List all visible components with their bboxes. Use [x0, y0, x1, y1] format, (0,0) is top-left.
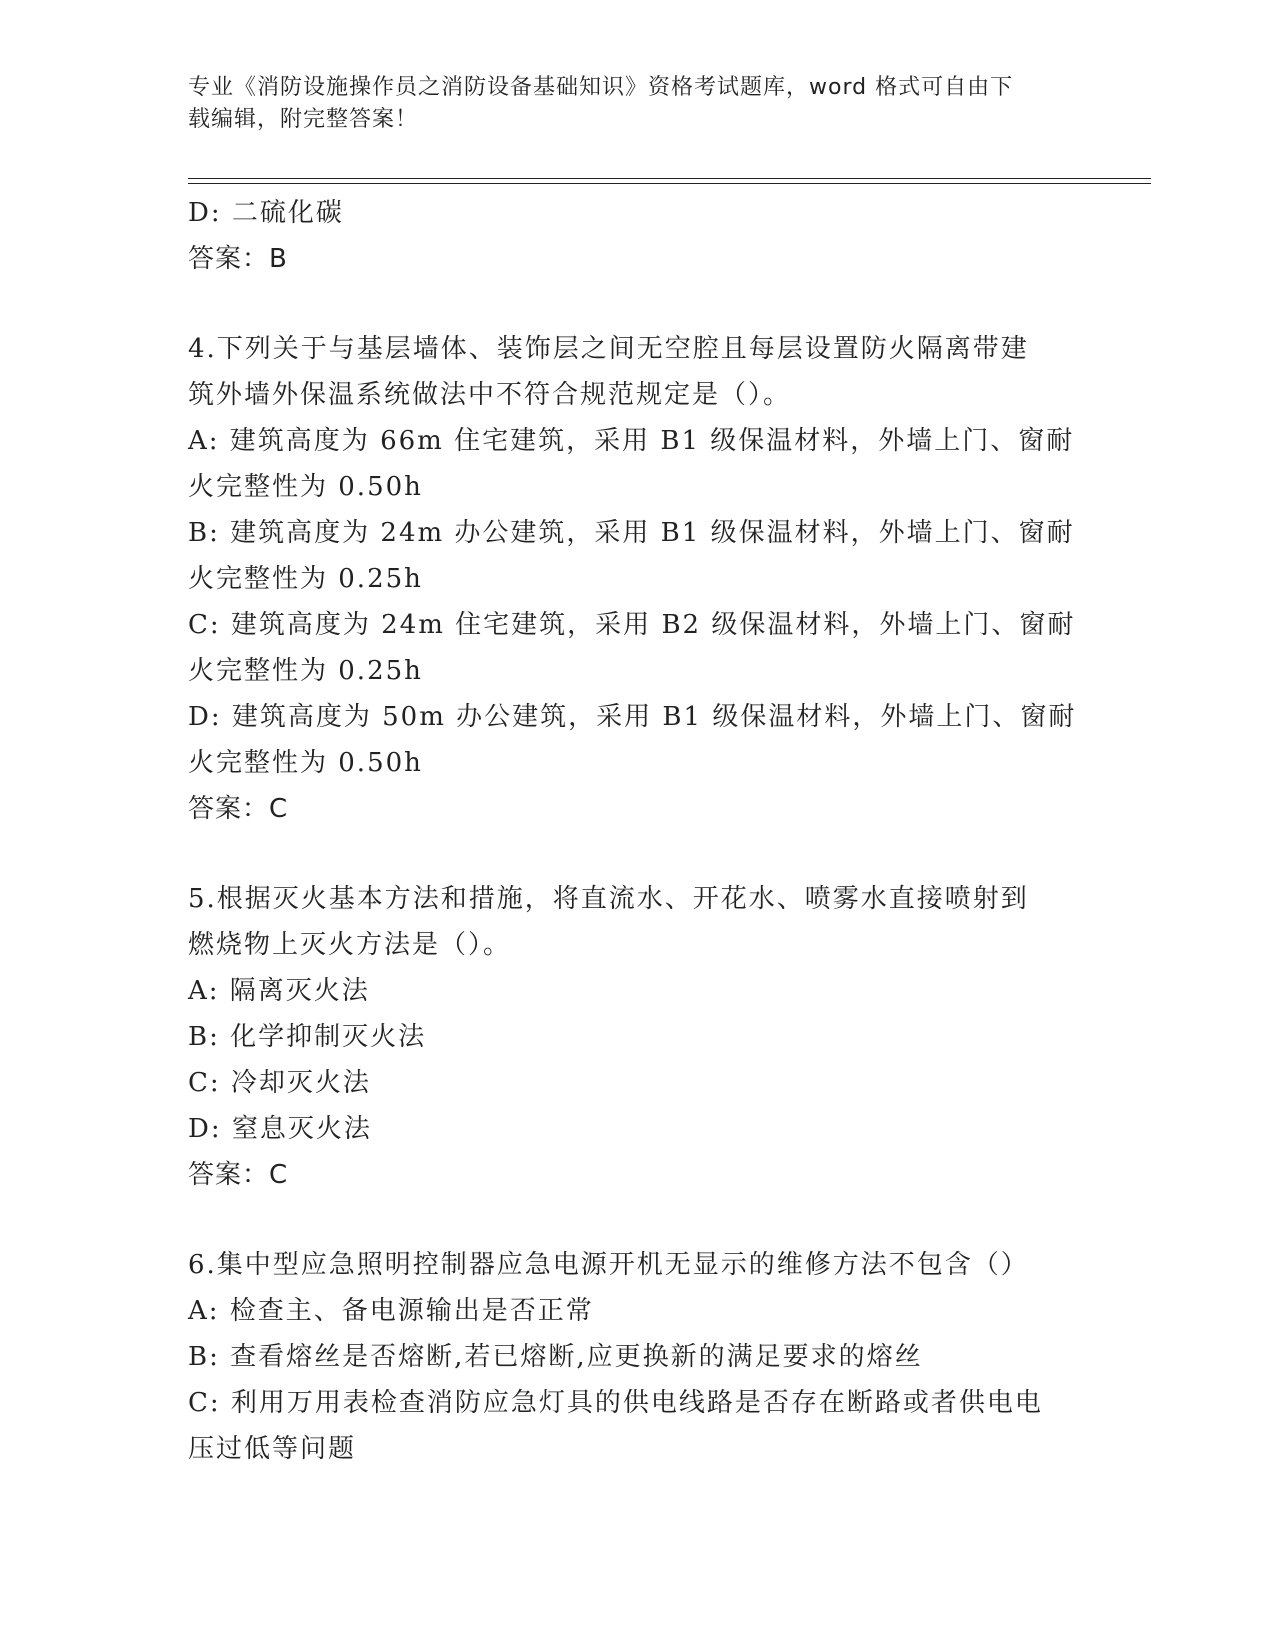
question-3-tail — [188, 190, 1068, 282]
header-line-1: 专业《消防设施操作员之消防设备基础知识》资格考试题库，word 格式可自由下 — [188, 75, 1014, 100]
question-5 — [188, 876, 1068, 1198]
option-d: D: 建筑高度为 50m 办公建筑，采用 B1 级保温材料，外墙上门、窗耐 — [188, 702, 1077, 732]
option-a: A: 隔离灭火法 — [188, 976, 370, 1006]
document-body — [188, 190, 1077, 1472]
option-a: A: 检查主、备电源输出是否正常 — [188, 1296, 594, 1326]
answer: 答案：B — [188, 244, 288, 274]
option-c: C: 冷却灭火法 — [188, 1068, 371, 1098]
option-a: 火完整性为 0.50h — [188, 472, 423, 502]
question-stem: 6.集中型应急照明控制器应急电源开机无显示的维修方法不包含（） — [188, 1250, 1029, 1280]
option-c: 压过低等问题 — [188, 1434, 357, 1464]
question-stem: 5.根据灭火基本方法和措施，将直流水、开花水、喷雾水直接喷射到 — [188, 884, 1029, 914]
option-b: B: 查看熔丝是否熔断,若已熔断,应更换新的满足要求的熔丝 — [188, 1342, 923, 1372]
option-b: B: 建筑高度为 24m 办公建筑，采用 B1 级保温材料，外墙上门、窗耐 — [188, 518, 1075, 548]
spacer — [188, 832, 1068, 876]
question-4 — [188, 326, 1077, 832]
option-c: 火完整性为 0.25h — [188, 656, 423, 686]
option-c: C: 建筑高度为 24m 住宅建筑，采用 B2 级保温材料，外墙上门、窗耐 — [188, 610, 1076, 640]
option-b: B: 化学抑制灭火法 — [188, 1022, 427, 1052]
option-d: 火完整性为 0.50h — [188, 748, 423, 778]
header-divider-top — [188, 178, 1151, 179]
header-line-2: 载编辑，附完整答案！ — [188, 107, 419, 132]
document-header — [188, 72, 1068, 136]
option-b: 火完整性为 0.25h — [188, 564, 423, 594]
question-6 — [188, 1242, 1068, 1472]
question-stem: 燃烧物上灭火方法是（）。 — [188, 930, 512, 960]
option-a: A: 建筑高度为 66m 住宅建筑，采用 B1 级保温材料，外墙上门、窗耐 — [188, 426, 1075, 456]
spacer — [188, 282, 1068, 326]
option-d: D: 二硫化碳 — [188, 198, 344, 228]
question-stem: 4.下列关于与基层墙体、装饰层之间无空腔且每层设置防火隔离带建 — [188, 334, 1029, 364]
option-c: C: 利用万用表检查消防应急灯具的供电线路是否存在断路或者供电电 — [188, 1388, 1043, 1418]
spacer — [188, 1198, 1068, 1242]
answer: 答案：C — [188, 1160, 289, 1190]
option-d: D: 窒息灭火法 — [188, 1114, 372, 1144]
header-divider-bottom — [188, 183, 1151, 184]
answer: 答案：C — [188, 794, 289, 824]
question-stem: 筑外墙外保温系统做法中不符合规范规定是（）。 — [188, 380, 792, 410]
